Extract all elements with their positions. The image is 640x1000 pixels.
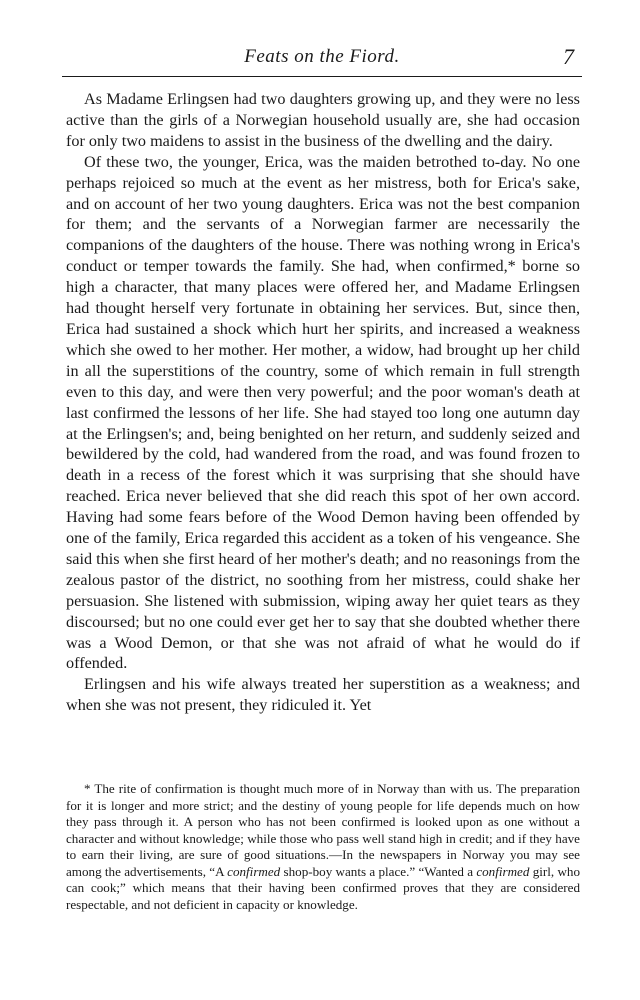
running-title: Feats on the Fiord.	[244, 46, 400, 67]
footnote-text-part: * The rite of confirmation is thought much more of in Norway than with us. The preparation for it is longer and more strict; and the destiny of young people for life depends much on how they pass through it. A person who has not been confirmed is looked upon as one without a character and without knowledge; while those who pass well stand high in credit; and if they have to earn their living, are sure of good situations.—In the newspapers in Norway you may see among the advertisements, “A	[66, 781, 580, 879]
footnote-text	[66, 781, 580, 913]
paragraph: Of these two, the younger, Erica, was the maiden betrothed to-day. No one perhaps rejoiced so much at the event as her mistress, both for Erica's sake, and on account of her two young daughters. Erica was not the best companion for them; and the servants of a Norwegian farmer are necessarily the companions of the daughters of the house. There was nothing wrong in Erica's conduct or temper towards the family. She had, when confirmed,* borne so high a character, that many places were offered her, and Madame Erlingsen had thought herself very fortunate in obtaining her services. But, since then, Erica had sustained a shock which hurt her spirits, and increased a weakness which she owed to her mother. Her mother, a widow, had brought up her child in all the superstitions of the country, some of which remain in full strength even to this day, and were then very powerful; and the poor woman's death at last confirmed the lessons of her life. She had stayed too long one autumn day at the Erlingsen's; and, being benighted on her return, and suddenly seized and bewildered by the cold, had wandered from the road, and was found frozen to death in a recess of the forest which it was surprising that she should have reached. Erica never believed that she did reach this spot of her own accord. Having had some fears before of the Wood Demon having been offended by one of the family, Erica regarded this accident as a token of his vengeance. She said this when she first heard of her mother's death; and no reasonings from the zealous pastor of the district, no soothing from her mistress, could shake her persuasion. She listened with submission, wiping away her quiet tears as they discoursed; but no one could ever get her to say that she doubted whether there was a Wood Demon, or that she was not afraid of what he would do if offended.	[66, 152, 580, 673]
footnote-italic: confirmed	[476, 863, 530, 879]
page-number: 7	[563, 44, 574, 69]
paragraph: Erlingsen and his wife always treated her superstition as a weakness; and when she was not present, they ridiculed it. Yet	[66, 675, 580, 715]
body-text	[66, 89, 580, 716]
header-rule	[62, 76, 582, 77]
footnote	[66, 781, 580, 913]
paragraph: As Madame Erlingsen had two daughters growing up, and they were no less active than the girls of a Norwegian household usually are, she had occasion for only two maidens to assist in the business of the dwelling and the dairy.	[66, 90, 580, 150]
page-header	[62, 42, 582, 82]
footnote-italic: confirmed	[227, 863, 281, 879]
footnote-text-part: girl, who can cook;” which means that their having been confirmed proves that they are considered respectable, and not deficient in capacity or knowledge.	[66, 863, 580, 912]
footnote-text-part: shop-boy wants a place.” “Wanted a	[280, 863, 477, 879]
